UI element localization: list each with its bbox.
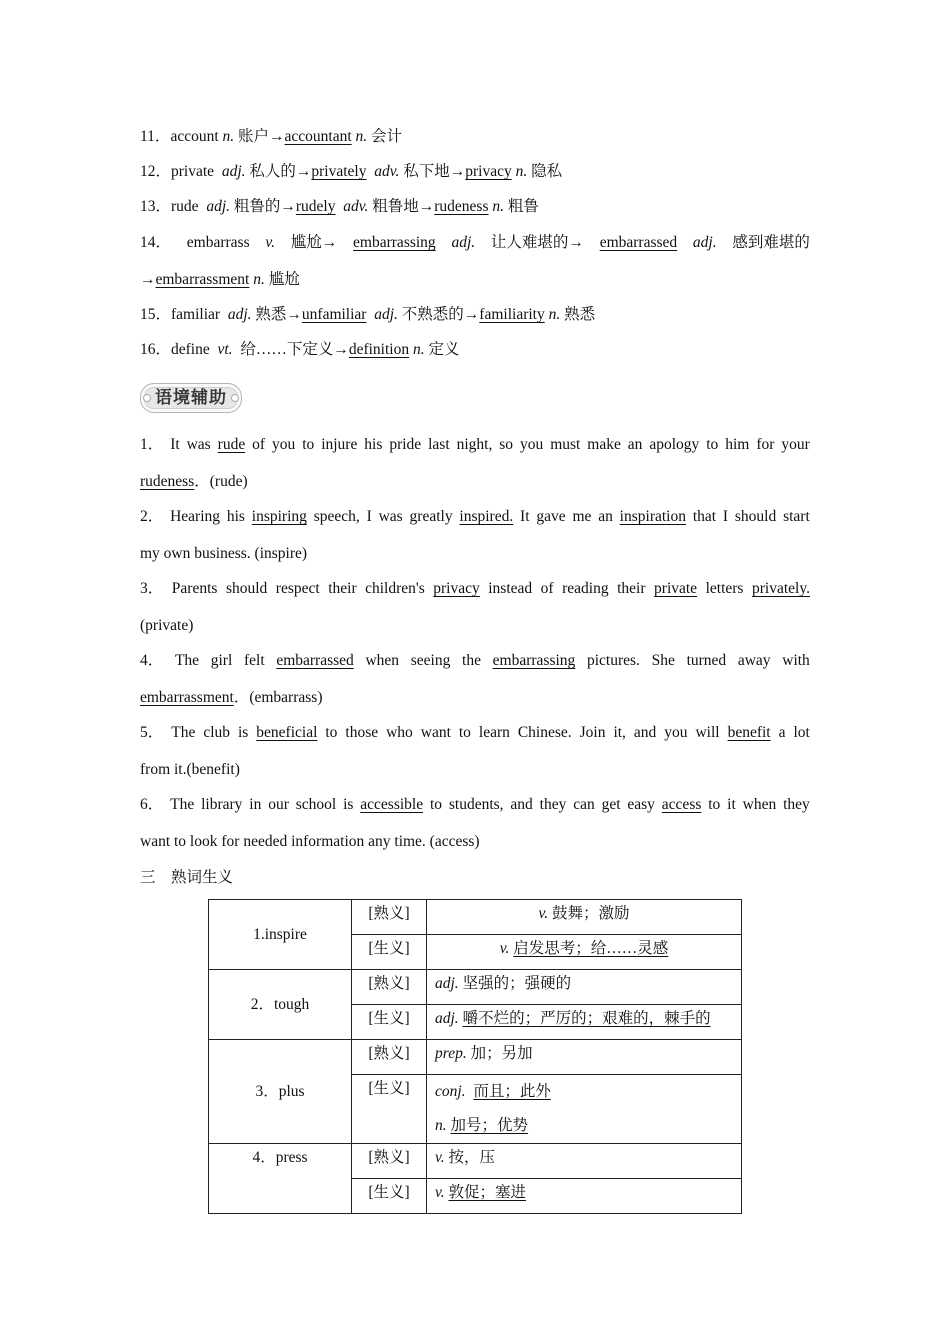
word-form-11: 11．account n. 账户→accountant n. 会计 (140, 128, 403, 145)
table-word: 2．tough (209, 970, 352, 1040)
sentence-6-line-1: 6． The library in our school is accessible to students, and they can get easy access to it when they (140, 796, 810, 813)
sentence-1-line-2: rudeness．(rude) (140, 473, 248, 490)
meaning-new-line: conj. 而且；此外 (435, 1083, 551, 1100)
tag-familiar: [熟义] (352, 1040, 427, 1075)
table-row (209, 970, 742, 1005)
meaning-new: adj. 嚼不烂的；严厉的；艰难的，棘手的 (427, 1005, 742, 1040)
table-row (209, 1040, 742, 1075)
table-row (209, 900, 742, 935)
tag-new: [生义] (352, 1179, 427, 1214)
sentence-3-line-2: (private) (140, 617, 194, 634)
meaning-familiar: adj. 坚强的；强硬的 (427, 970, 742, 1005)
meaning-familiar: v. 鼓舞；激励 (427, 900, 742, 935)
sentence-3-line-1: 3． Parents should respect their children's privacy instead of reading their private letters privately. (140, 580, 810, 597)
sentence-4-line-2: embarrassment．(embarrass) (140, 689, 323, 706)
tag-new: [生义] (352, 935, 427, 970)
word-form-14-line-1: 14． embarrass v. 尴尬→ embarrassing adj. 让人难堪的→ embarrassed adj. 感到难堪的 (140, 234, 810, 251)
meaning-new-line: n. 加号；优势 (435, 1117, 529, 1134)
meaning-new: v. 敦促；塞进 (427, 1179, 742, 1214)
section-badge: 语境辅助 (140, 383, 242, 413)
tag-familiar: [熟义] (352, 1144, 427, 1179)
word-form-13: 13．rude adj. 粗鲁的→rudely adv. 粗鲁地→rudeness n. 粗鲁 (140, 198, 539, 215)
tag-familiar: [熟义] (352, 900, 427, 935)
word-form-14-line-2: →embarrassment n. 尴尬 (140, 271, 300, 288)
sentence-2-line-1: 2． Hearing his inspiring speech, I was greatly inspired. It gave me an inspiration that I should start (140, 508, 810, 525)
table-row (209, 1144, 742, 1179)
sentence-4-line-1: 4． The girl felt embarrassed when seeing the embarrassing pictures. She turned away with (140, 652, 810, 669)
tag-familiar: [熟义] (352, 970, 427, 1005)
sentence-5-line-1: 5． The club is beneficial to those who want to learn Chinese. Join it, and you will benefit a lot (140, 724, 810, 741)
sentence-1-line-1: 1． It was rude of you to injure his pride last night, so you must make an apology to him for your (140, 436, 810, 453)
table-word: 1.inspire (209, 900, 352, 970)
table-word: 4．press (209, 1144, 352, 1214)
tag-new: [生义] (352, 1075, 427, 1144)
sentence-5-line-2: from it.(benefit) (140, 761, 240, 778)
word-form-16: 16．define vt. 给……下定义→definition n. 定义 (140, 341, 460, 358)
meaning-familiar: prep. 加；另加 (427, 1040, 742, 1075)
word-form-12: 12．private adj. 私人的→privately adv. 私下地→privacy n. 隐私 (140, 163, 563, 180)
meaning-new: v. 启发思考；给……灵感 (427, 935, 742, 970)
word-form-15: 15．familiar adj. 熟悉→unfamiliar adj. 不熟悉的→familiarity n. 熟悉 (140, 306, 596, 323)
meaning-familiar: v. 按，压 (427, 1144, 742, 1179)
tag-new: [生义] (352, 1005, 427, 1040)
sentence-6-line-2: want to look for needed information any time. (access) (140, 833, 480, 850)
section-3-title: 三 熟词生义 (140, 869, 234, 886)
sentence-2-line-2: my own business. (inspire) (140, 545, 308, 562)
meaning-new (427, 1075, 742, 1144)
table-word: 3．plus (209, 1040, 352, 1144)
meaning-table (208, 899, 742, 1214)
